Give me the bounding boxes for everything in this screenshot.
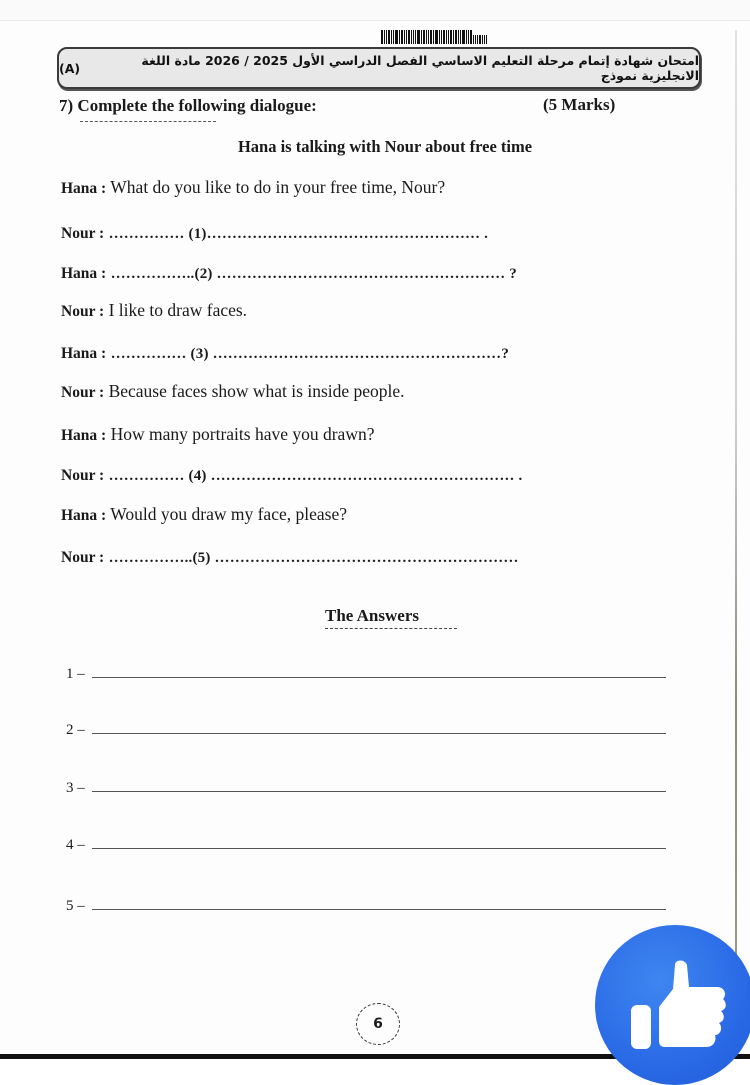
page-edge-line (735, 30, 737, 990)
speaker-label: Nour : (61, 303, 105, 320)
barcode-bar (428, 30, 429, 44)
answer-rule (92, 677, 666, 678)
speaker-label: Nour : (61, 225, 105, 242)
dialogue-scenario: Hana is talking with Nour about free time (237, 137, 533, 156)
dialogue-text: Would you draw my face, please? (110, 504, 347, 524)
barcode-bar (477, 35, 478, 44)
thumbs-up-icon (623, 953, 727, 1057)
barcode-bar (384, 30, 385, 44)
barcode-bar (401, 30, 403, 44)
barcode-bar (406, 30, 407, 44)
cropped-top-strip (0, 0, 750, 21)
question-title: 7) Complete the following dialogue: (59, 96, 317, 115)
dialogue-line (61, 262, 517, 283)
barcode-bar (426, 30, 427, 44)
barcode-bar (473, 35, 474, 44)
barcode-bar (435, 30, 438, 44)
barcode-bar (460, 30, 461, 44)
dialogue-line (61, 464, 522, 485)
barcode-bar (462, 30, 465, 44)
answer-number: 4 – (66, 837, 85, 853)
answer-rule (92, 909, 666, 910)
barcode-bar (450, 30, 452, 44)
barcode-bar (455, 30, 457, 44)
dialogue-blank[interactable]: ……………..(2) ………………………………………………… ? (110, 266, 517, 282)
speaker-label: Hana : (61, 265, 107, 282)
barcode-bar (446, 30, 447, 44)
dialogue-blank[interactable]: ……………..(5) …………………………………………………… (108, 550, 519, 566)
barcode-bar (393, 30, 394, 44)
barcode-bar (479, 35, 481, 44)
barcode-bar (441, 30, 442, 44)
barcode-bar (395, 30, 398, 44)
answer-number: 3 – (66, 780, 85, 796)
barcode-bar (423, 30, 425, 44)
barcode-bar (439, 30, 440, 44)
barcode-bar (475, 35, 476, 44)
answer-number: 5 – (66, 898, 85, 914)
speaker-label: Hana : (61, 180, 107, 197)
like-button[interactable] (595, 925, 750, 1085)
barcode-bar (466, 30, 467, 44)
answer-line[interactable] (66, 722, 676, 742)
barcode-bar (484, 35, 485, 44)
barcode-bar (391, 30, 392, 44)
question-title-underline (80, 121, 216, 122)
barcode (381, 30, 497, 44)
answers-title-underline (325, 628, 457, 629)
dialogue-line (61, 300, 247, 321)
dialogue-line (61, 222, 488, 243)
barcode-bar (415, 30, 416, 44)
barcode-bar (433, 30, 434, 44)
barcode-bar (417, 30, 420, 44)
barcode-bar (443, 30, 445, 44)
dialogue-text: Because faces show what is inside people. (108, 381, 405, 401)
dialogue-text: I like to draw faces. (108, 300, 248, 320)
answer-rule (92, 733, 666, 734)
answer-line[interactable] (66, 666, 676, 686)
speaker-label: Hana : (61, 507, 107, 524)
barcode-bar (399, 30, 400, 44)
dialogue-line (61, 177, 445, 198)
page-number: 6 (356, 1003, 400, 1045)
barcode-bar (421, 30, 422, 44)
speaker-label: Hana : (61, 345, 107, 362)
barcode-bar (458, 30, 459, 44)
exam-header-banner (57, 47, 701, 89)
barcode-bar (413, 30, 414, 44)
barcode-bar (453, 30, 454, 44)
dialogue-line (61, 546, 519, 567)
barcode-bar (408, 30, 410, 44)
answer-line[interactable] (66, 837, 676, 857)
barcode-bar (482, 35, 483, 44)
barcode-bar (386, 30, 387, 44)
answer-number: 1 – (66, 666, 85, 682)
question-marks: (5 Marks) (543, 95, 616, 114)
answer-line[interactable] (66, 898, 676, 918)
barcode-bar (404, 30, 405, 44)
speaker-label: Nour : (61, 384, 105, 401)
barcode-bar (470, 30, 472, 44)
barcode-bar (486, 35, 487, 44)
barcode-bar (381, 30, 383, 44)
dialogue-text: What do you like to do in your free time, Nour? (110, 177, 446, 197)
barcode-bar (388, 30, 390, 44)
answers-title: The Answers (325, 606, 419, 625)
dialogue-blank[interactable]: …………… (3) …………………………………………………? (110, 346, 510, 362)
dialogue-line (61, 381, 405, 402)
barcode-bar (448, 30, 449, 44)
answer-number: 2 – (66, 722, 85, 738)
answer-line[interactable] (66, 780, 676, 800)
barcode-bar (411, 30, 412, 44)
model-label: (A) (59, 60, 81, 76)
barcode-bar (430, 30, 432, 44)
dialogue-line (61, 342, 509, 363)
speaker-label: Hana : (61, 427, 107, 444)
dialogue-line (61, 424, 374, 445)
answer-rule (92, 848, 666, 849)
dialogue-text: How many portraits have you drawn? (110, 424, 375, 444)
dialogue-blank[interactable]: …………… (1)……………………………………………… . (108, 226, 489, 242)
speaker-label: Nour : (61, 467, 105, 484)
dialogue-blank[interactable]: …………… (4) …………………………………………………… . (108, 468, 523, 484)
banner-title: امتحان شهادة إتمام مرحلة التعليم الاساسي الفصل الدراسي الأول 2025 / 2026 مادة اللغة الانجليزية نموذج (141, 53, 699, 83)
answer-rule (92, 791, 666, 792)
dialogue-line (61, 504, 347, 525)
speaker-label: Nour : (61, 549, 105, 566)
barcode-bar (468, 30, 469, 44)
